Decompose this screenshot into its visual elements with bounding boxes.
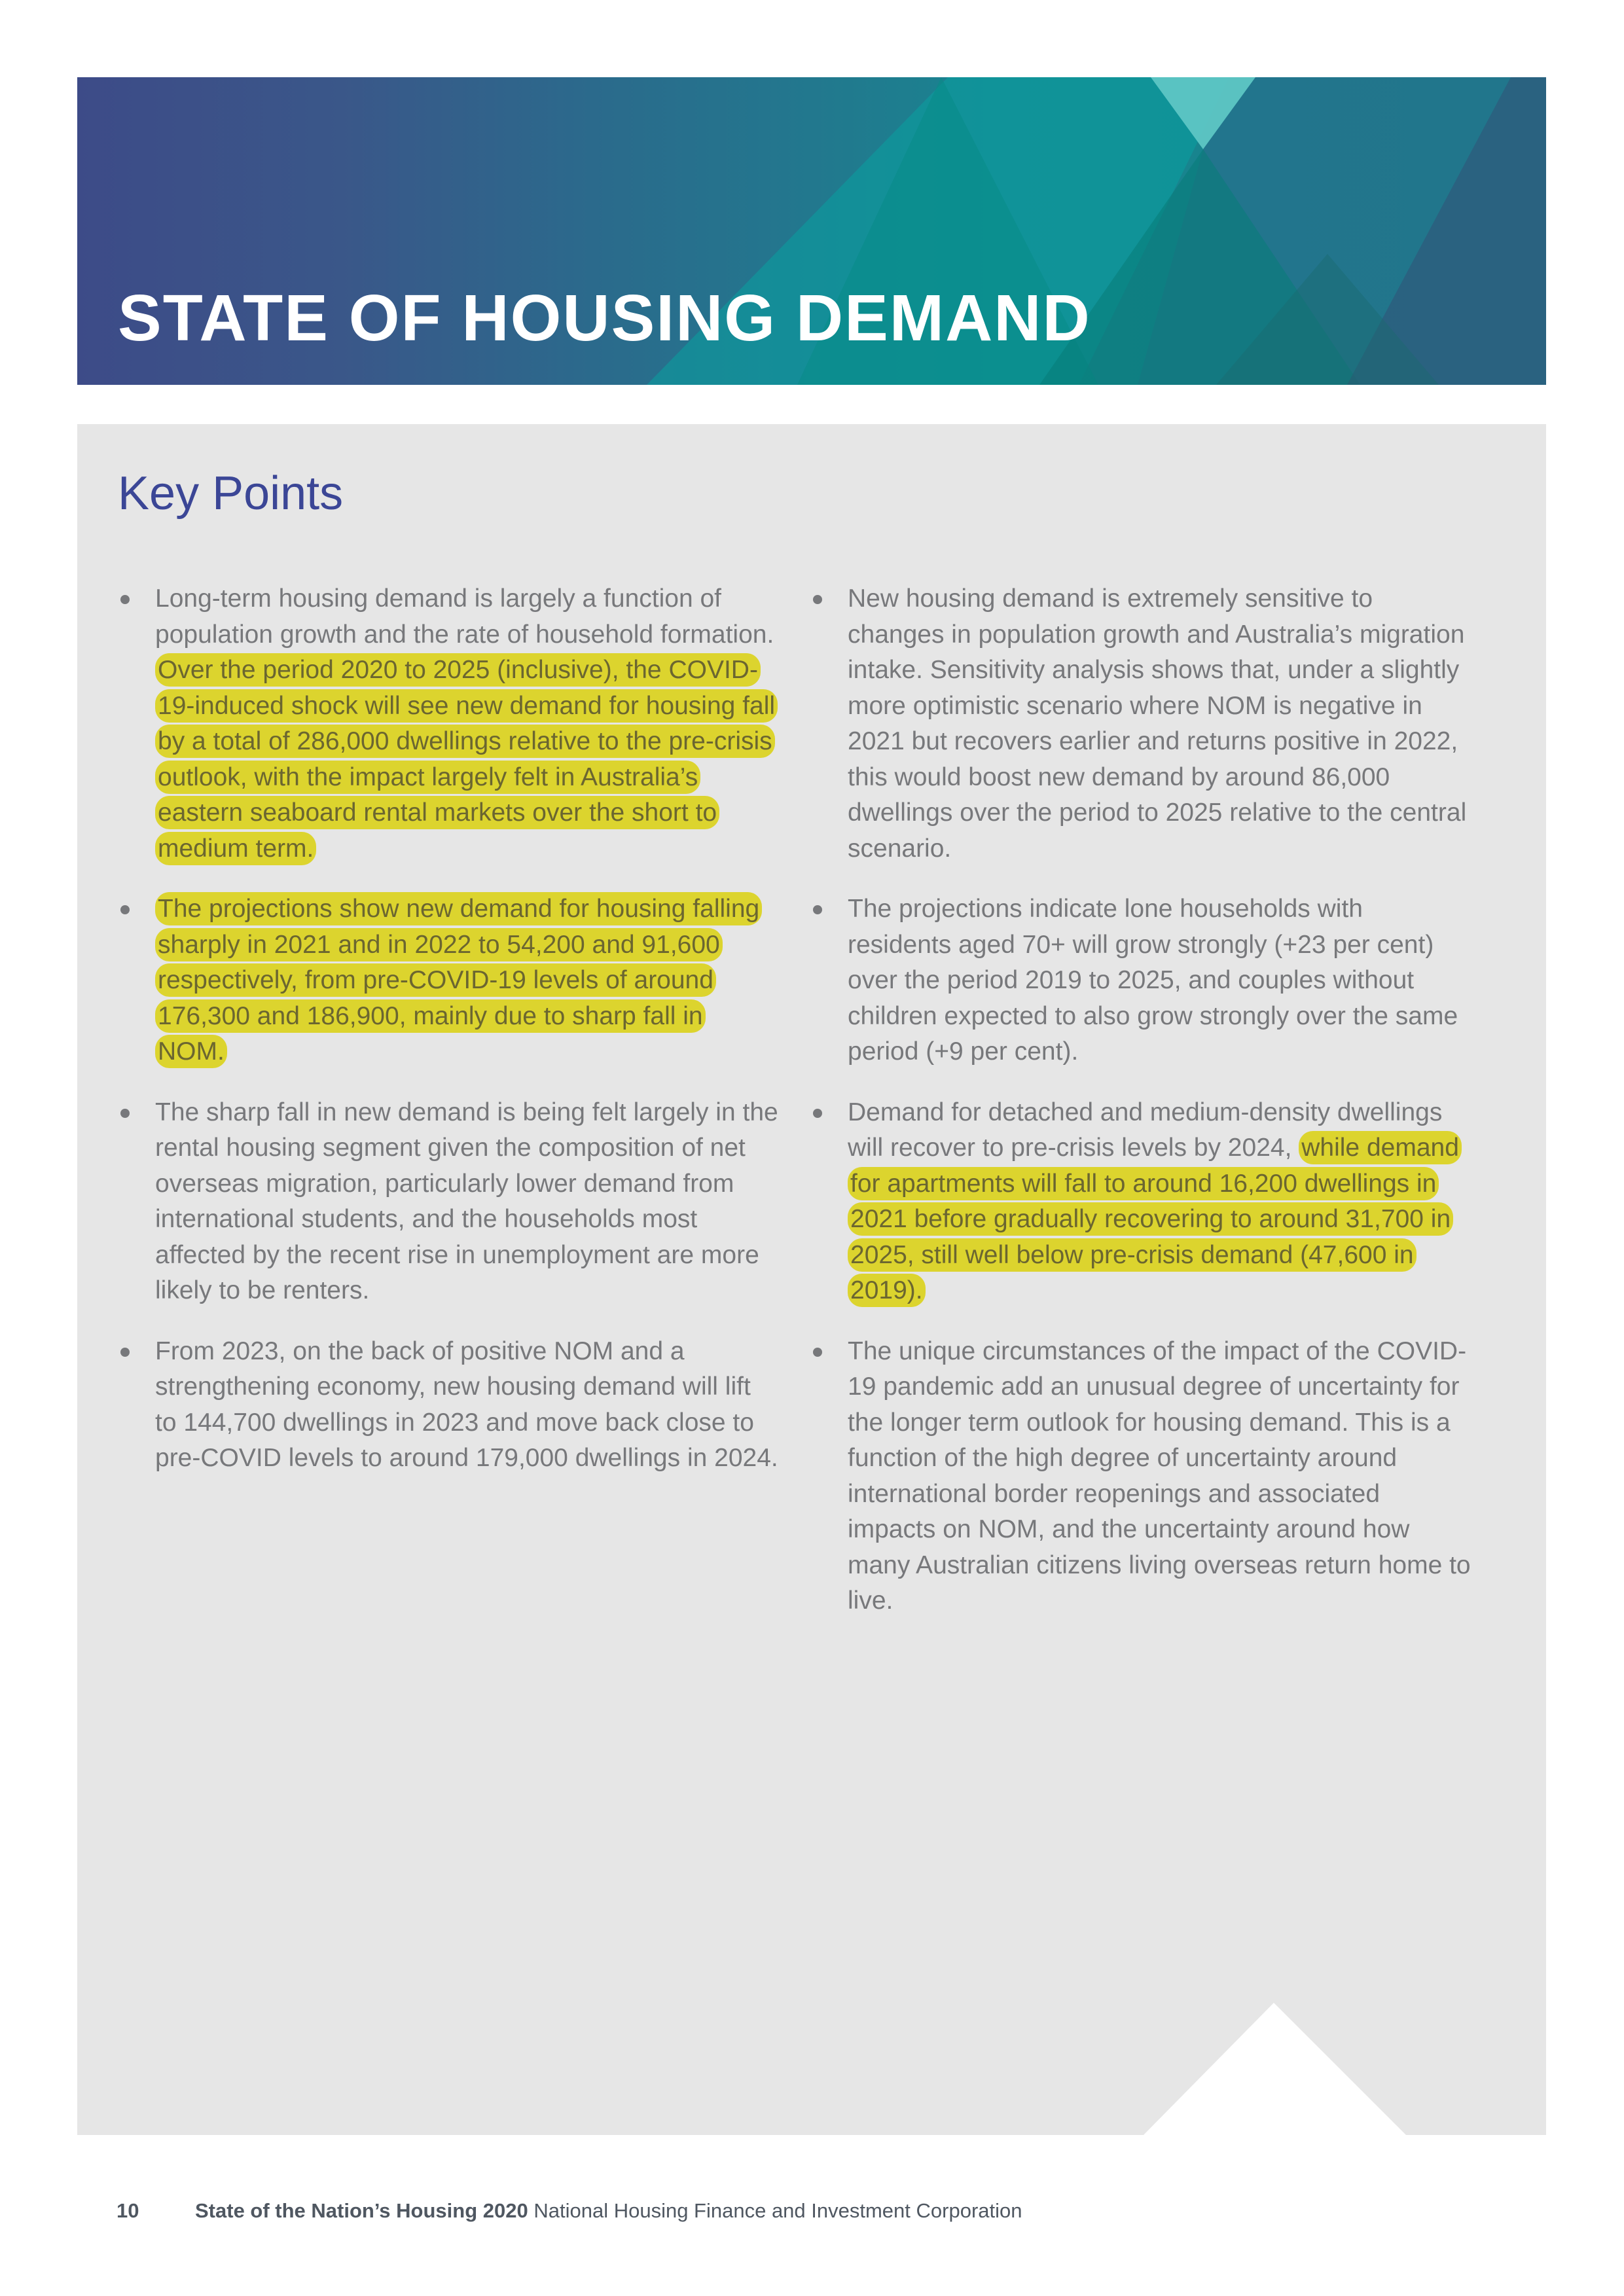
key-point-item [810, 1095, 1471, 1309]
key-point-item [118, 891, 779, 1070]
key-point-text: New housing demand is extremely sensitive to changes in population growth and Australia’s migration intake. Sensitivity analysis shows that, under a slightly more optimistic scenario where NOM is negative in 2021 but recovers earlier and returns positive in 2022, this would boost new demand by around 86,000 dwellings over the period to 2025 relative to the central scenario. [848, 584, 1467, 863]
key-point-item [810, 1334, 1471, 1619]
highlighted-text: Over the period 2020 to 2025 (inclusive), the COVID-19-induced shock will see new demand for housing fall by a total of 286,000 dwellings relative to the pre-crisis outlook, with the impact largely felt in Australia’s eastern seaboard rental markets over the short to medium term. [155, 653, 778, 865]
key-point-item [810, 581, 1471, 867]
key-point-item [810, 891, 1471, 1070]
bullet-icon [813, 1348, 822, 1357]
bullet-icon [120, 1109, 130, 1118]
key-point-item [118, 581, 779, 867]
highlighted-text: The projections show new demand for housing falling sharply in 2021 and in 2022 to 54,200 and 91,600 respectively, from pre-COVID-19 levels of around 176,300 and 186,900, mainly due to sharp fall in NOM. [155, 892, 762, 1068]
key-point-text: The sharp fall in new demand is being felt largely in the rental housing segment given the composition of net overseas migration, particularly lower demand from international students, and the households most affected by the recent rise in unemployment are more likely to be renters. [155, 1098, 778, 1304]
publication-title: State of the Nation’s Housing 2020 [195, 2199, 528, 2222]
bullet-icon [813, 1109, 822, 1118]
page-footer [117, 2199, 1022, 2223]
key-points-panel [77, 424, 1546, 2135]
organisation-name: National Housing Finance and Investment Corporation [533, 2199, 1022, 2222]
bullet-icon [120, 595, 130, 604]
key-points-heading: Key Points [118, 467, 344, 520]
key-point-text: The projections indicate lone households with residents aged 70+ will grow strongly (+23 per cent) over the period 2019 to 2025, and couples without children expected to also grow strongly over the same period (+9 per cent). [848, 895, 1458, 1066]
page-number: 10 [117, 2199, 139, 2222]
section-banner [77, 77, 1546, 385]
key-point-item [118, 1095, 779, 1309]
key-point-item [118, 1334, 779, 1477]
key-point-text: Long-term housing demand is largely a function of population growth and the rate of household formation. [155, 584, 774, 649]
bullet-icon [813, 595, 822, 604]
key-points-right-column [810, 581, 1471, 1644]
highlighted-text: while demand for apartments will fall to around 16,200 dwellings in 2021 before gradually recovering to around 31,700 in 2025, still well below pre-crisis demand (47,600 in 2019). [848, 1131, 1462, 1307]
key-point-text: The unique circumstances of the impact of the COVID-19 pandemic add an unusual degree of uncertainty for the longer term outlook for housing demand. This is a function of the high degree of uncertainty around international border reopenings and associated impacts on NOM, and the uncertainty around how many Australian citizens living overseas return home to live. [848, 1336, 1471, 1615]
page-title: STATE OF HOUSING DEMAND [118, 281, 1091, 355]
key-point-text: Demand for detached and medium-density dwellings will recover to pre-crisis levels by 2024, [848, 1098, 1443, 1162]
bullet-icon [120, 905, 130, 914]
bullet-icon [120, 1348, 130, 1357]
key-point-text: From 2023, on the back of positive NOM and a strengthening economy, new housing demand will lift to 144,700 dwellings in 2023 and move back close to pre-COVID levels to around 179,000 dwellings in 2024. [155, 1336, 778, 1472]
key-points-left-column [118, 581, 779, 1501]
bullet-icon [813, 905, 822, 914]
